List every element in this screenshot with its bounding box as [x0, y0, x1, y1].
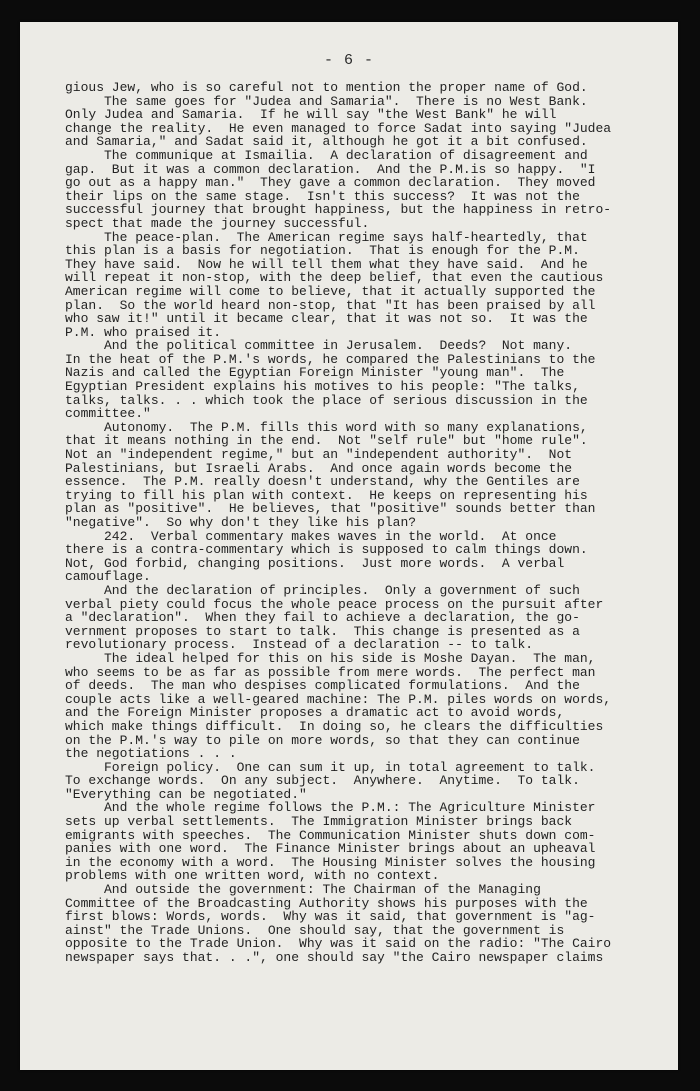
text-line: To exchange words. On any subject. Anywhere. Anytime. To talk. [65, 774, 580, 788]
text-line: And the whole regime follows the P.M.: The Agriculture Minister [65, 801, 596, 816]
text-line: In the heat of the P.M.'s words, he compared the Palestinians to the [65, 352, 596, 367]
text-line: Not, God forbid, changing positions. Just more words. A verbal [65, 556, 565, 571]
text-line: on the P.M.'s way to pile on more words, so that they can continue [65, 733, 580, 748]
text-line: that it means nothing in the end. Not "self rule" but "home rule". [65, 434, 588, 449]
text-line: And the declaration of principles. Only a government of such [65, 583, 580, 598]
text-line: change the reality. He even managed to force Sadat into saying "Judea [65, 121, 612, 136]
text-line: verbal piety could focus the whole peace process on the pursuit after [65, 597, 604, 612]
text-line: opposite to the Trade Union. Why was it said on the radio: "The Cairo [65, 937, 612, 951]
text-line: Egyptian President explains his motives to his people: "The talks, [65, 380, 580, 394]
text-line: problems with one written word, with no context. [65, 869, 440, 884]
text-line: who saw it!" until it became clear, that it was not so. It was the [65, 312, 588, 326]
text-line: plan as "positive". He believes, that "positive" sounds better than [65, 502, 596, 516]
text-line: plan. So the world heard non-stop, that "It has been praised by all [65, 298, 596, 313]
text-line: their lips on the same stage. Isn't this success? It was not the [65, 189, 580, 204]
text-line: trying to fill his plan with context. He keeps on representing his [65, 488, 588, 503]
text-line: camouflage. [65, 570, 151, 584]
text-line: essence. The P.M. really doesn't understand, why the Gentiles are [65, 475, 580, 489]
text-line: successful journey that brought happiness, but the happiness in retro- [65, 203, 612, 217]
text-line: which make things difficult. In doing so, he clears the difficulties [65, 719, 604, 734]
text-line: first blows: Words, words. Why was it said, that government is "ag- [65, 910, 596, 924]
text-line: talks, talks. . . which took the place of serious discussion in the [65, 393, 588, 408]
text-line: the negotiations . . . [65, 747, 237, 761]
text-line: there is a contra-commentary which is supposed to calm things down. [65, 543, 588, 557]
text-line: And outside the government: The Chairman of the Managing [65, 883, 541, 897]
text-line: spect that made the journey successful. [65, 216, 370, 231]
text-line: Only Judea and Samaria. If he will say "the West Bank" he will [65, 108, 557, 122]
text-line: newspaper says that. . .", one should say "the Cairo newspaper claims [65, 951, 604, 965]
text-line: gious Jew, who is so careful not to mention the proper name of God. [65, 81, 588, 95]
text-line: sets up verbal settlements. The Immigration Minister brings back [65, 815, 573, 829]
text-line: 242. Verbal commentary makes waves in the world. At once [65, 529, 557, 544]
text-line: committee." [65, 407, 151, 421]
text-line: this plan is a basis for negotiation. That is enough for the P.M. [65, 244, 580, 258]
text-line: who seems to be as far as possible from mere words. The perfect man [65, 665, 596, 680]
text-line: will repeat it non-stop, with the deep belief, that even the cautious [65, 271, 604, 285]
text-line: "negative". So why don't they like his plan? [65, 516, 417, 530]
text-line: a "declaration". When they fail to achieve a declaration, the go- [65, 611, 580, 625]
typed-body-text [65, 81, 645, 965]
text-line: P.M. who praised it. [65, 325, 222, 340]
text-line: The communique at Ismailia. A declaration of disagreement and [65, 148, 588, 163]
text-line: And the political committee in Jerusalem. Deeds? Not many. [65, 339, 573, 353]
text-line: They have said. Now he will tell them what they have said. And he [65, 257, 588, 272]
text-line: vernment proposes to start to talk. This change is presented as a [65, 624, 580, 639]
text-line: "Everything can be negotiated." [65, 787, 307, 802]
text-line: emigrants with speeches. The Communication Minister shuts down com- [65, 828, 596, 843]
text-line: Nazis and called the Egyptian Foreign Minister "young man". The [65, 366, 565, 381]
typed-page [20, 22, 678, 1070]
text-line: ainst" the Trade Unions. One should say, that the government is [65, 923, 565, 938]
text-line: and Samaria," and Sadat said it, although he got it a bit confused. [65, 135, 588, 149]
text-line: Foreign policy. One can sum it up, in total agreement to talk. [65, 760, 596, 775]
text-line: panies with one word. The Finance Minister brings about an upheaval [65, 842, 596, 856]
text-line: Not an "independent regime," but an "independent authority". Not [65, 448, 573, 462]
text-line: The peace-plan. The American regime says half-heartedly, that [65, 230, 588, 245]
text-line: go out as a happy man." They gave a common declaration. They moved [65, 176, 596, 190]
text-line: The same goes for "Judea and Samaria". There is no West Bank. [65, 94, 588, 109]
text-line: couple acts like a well-geared machine: The P.M. piles words on words, [65, 692, 612, 707]
text-line: of deeds. The man who despises complicated formulations. And the [65, 679, 580, 693]
text-line: gap. But it was a common declaration. And the P.M.is so happy. "I [65, 162, 596, 177]
text-line: and the Foreign Minister proposes a dramatic act to avoid words, [65, 706, 565, 720]
text-line: The ideal helped for this on his side is Moshe Dayan. The man, [65, 651, 596, 666]
text-line: Committee of the Broadcasting Authority shows his purposes with the [65, 896, 588, 911]
page-number: - 6 - [323, 52, 374, 69]
text-line: revolutionary process. Instead of a declaration -- to talk. [65, 638, 534, 652]
text-line: Palestinians, but Israeli Arabs. And once again words become the [65, 461, 573, 476]
text-line: Autonomy. The P.M. fills this word with so many explanations, [65, 420, 588, 435]
text-line: in the economy with a word. The Housing Minister solves the housing [65, 855, 596, 870]
text-line: American regime will come to believe, that it actually supported the [65, 284, 596, 299]
